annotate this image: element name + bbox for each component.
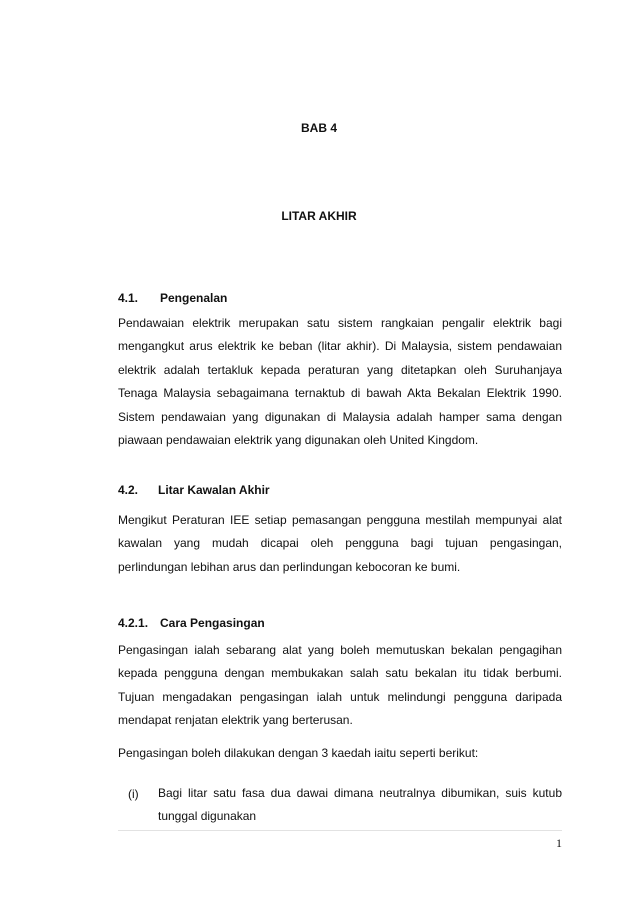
- section-number: 4.1.: [118, 291, 139, 305]
- section-number: 4.2.1.: [118, 616, 149, 630]
- section-title: Pengenalan: [160, 291, 228, 305]
- section-intro-4-2-1: Pengasingan boleh dilakukan dengan 3 kaedah iaitu seperti berikut:: [118, 746, 479, 760]
- section-heading-4-1: [118, 291, 227, 305]
- section-title: Litar Kawalan Akhir: [158, 483, 270, 497]
- list-item-marker: (i): [128, 787, 139, 801]
- section-heading-4-2: [118, 483, 270, 497]
- list-item-text: Bagi litar satu fasa dua dawai dimana neutralnya dibumikan, suis kutub tunggal digunakan: [158, 786, 562, 824]
- chapter-title: LITAR AKHIR: [281, 209, 357, 223]
- chapter-label: BAB 4: [300, 121, 337, 135]
- page-number: 1: [556, 836, 562, 850]
- section-paragraph-4-1: Pendawaian elektrik merupakan satu sistem rangkaian pengalir elektrik bagi mengangkut arus elektrik ke beban (litar akhir). Di Malaysia, sistem pendawaian elektrik adalah tertakluk kepada peraturan yang ditetapkan oleh Suruhanjaya Tenaga Malaysia sebagaimana ternaktub di bawah Akta Bekalan Elektrik 1990. Sistem pendawaian yang digunakan di Malaysia adalah hamper sama dengan piawaan pendawaian elektrik yang digunakan oleh United Kingdom.: [118, 316, 562, 448]
- section-paragraph-4-2: Mengikut Peraturan IEE setiap pemasangan pengguna mestilah mempunyai alat kawalan yang mudah dicapai oleh pengguna bagi tujuan pengasingan, perlindungan lebihan arus dan perlindungan kebocoran ke bumi.: [118, 513, 562, 574]
- section-heading-4-2-1: [118, 616, 265, 630]
- footer-divider: [118, 830, 562, 831]
- section-number: 4.2.: [118, 483, 139, 497]
- section-title: Cara Pengasingan: [160, 616, 265, 630]
- section-paragraph-4-2-1: Pengasingan ialah sebarang alat yang boleh memutuskan bekalan pengagihan kepada pengguna dengan membukakan salah satu bekalan itu tidak berbumi. Tujuan mengadakan pengasingan ialah untuk melindungi pengguna daripada mendapat renjatan elektrik yang berterusan.: [118, 643, 562, 728]
